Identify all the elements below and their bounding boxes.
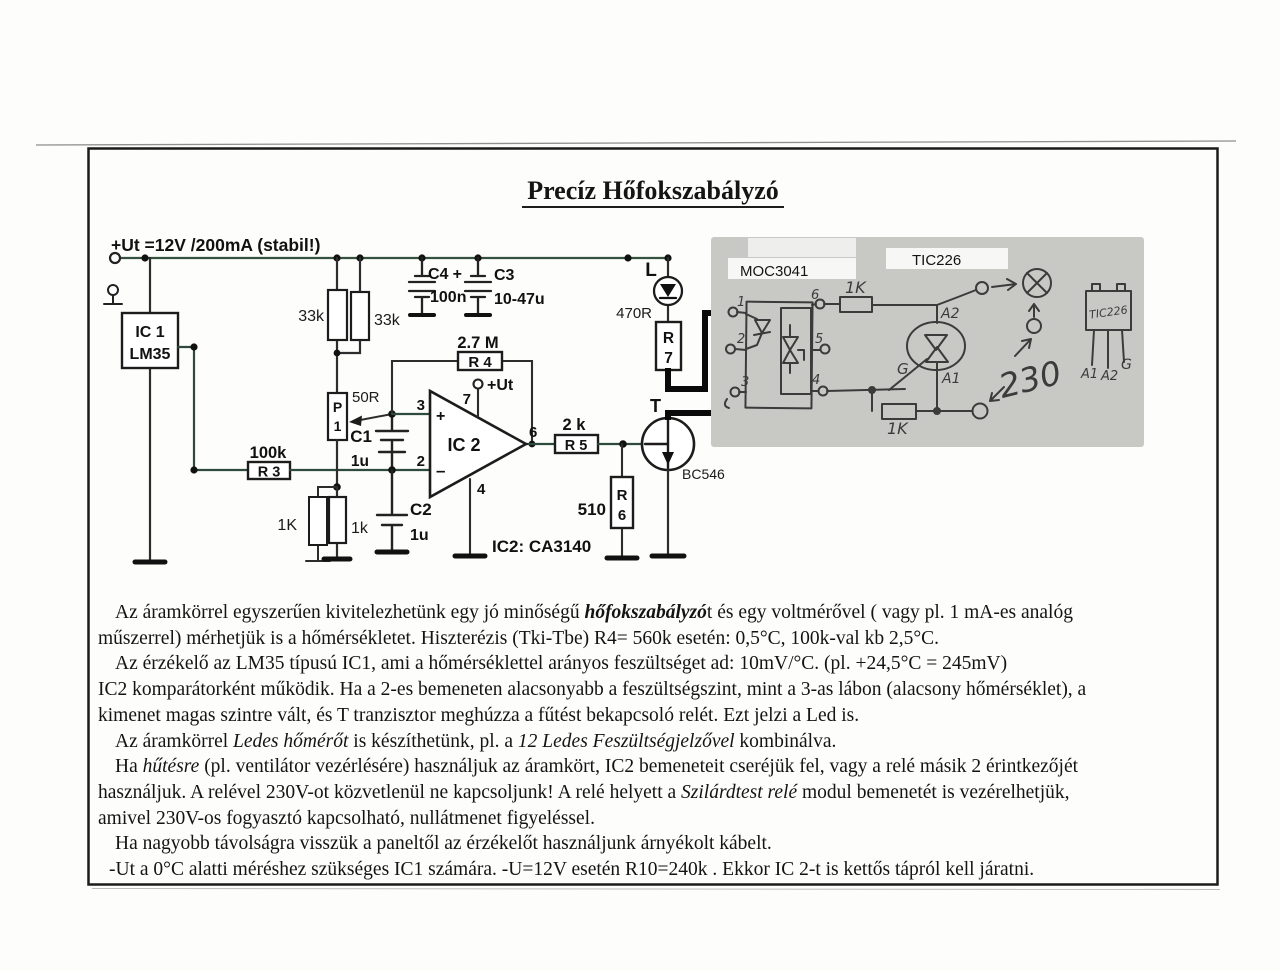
- triac-a2: A2: [941, 306, 960, 322]
- c3-capacitor: [453, 258, 545, 315]
- r7-l1: R: [662, 330, 675, 347]
- tic226-label: TIC226: [912, 252, 962, 269]
- r6-l2: 6: [617, 507, 627, 524]
- ic2-pin7: 7: [462, 391, 471, 408]
- moc-pin5: 5: [815, 332, 824, 347]
- ic2-inv: –: [436, 461, 446, 480]
- r33k-pair: [298, 258, 401, 393]
- c4-value: 100n: [430, 289, 467, 306]
- vcc-terminal: [474, 380, 483, 389]
- document-title: [88, 176, 1218, 206]
- ic2-pin2: 2: [416, 453, 425, 470]
- r3-resistor: [248, 444, 430, 481]
- ic2-name: IC 2: [447, 435, 481, 455]
- hand-drawn-section: [711, 237, 1144, 447]
- r3-name: R 3: [257, 464, 281, 481]
- ic1-lm35: [122, 258, 248, 562]
- c2-name: C2: [410, 500, 432, 519]
- moc3041-label: MOC3041: [740, 263, 809, 280]
- divider-resistors: [277, 487, 368, 561]
- test-point-icon: [104, 285, 122, 304]
- r4-name: R 4: [468, 354, 492, 371]
- power-rail: [110, 235, 672, 263]
- r5-value: 2 k: [562, 416, 586, 434]
- pkg-g: G: [1121, 357, 1132, 373]
- pkg-label: TIC226: [1088, 303, 1129, 322]
- r7-l2: 7: [664, 350, 673, 367]
- r5-name: R 5: [564, 438, 588, 454]
- ic2-part: IC2: CA3140: [492, 537, 592, 556]
- moc-pin2: 2: [737, 332, 746, 347]
- c2-capacitor: [377, 470, 432, 552]
- moc-pin1: 1: [737, 295, 746, 310]
- ic2-pin4: 4: [477, 481, 486, 498]
- led-label: L: [645, 260, 657, 281]
- paragraph-line-3: Az érzékelő az LM35 típusú IC1, ami a hőmérséklettel arányos feszültséget ad: 10mV/°C. (pl. +24,5°C = 245mV): [115, 653, 1008, 675]
- paragraph-line-10: Ha nagyobb távolságra visszük a paneltől az érzékelőt használjunk árnyékolt kábelt.: [115, 833, 772, 855]
- r6-value: 510: [577, 500, 606, 519]
- paragraph-line-7: Ha hűtésre (pl. ventilátor vezérlésére) használjuk az áramkört, IC2 bemeneteit cseréjük fel, vagy a relé másik 2 érintkezőjét: [115, 756, 1079, 778]
- r5-resistor: [555, 416, 645, 454]
- r33-right-value: 33k: [374, 312, 400, 329]
- c3-name: C3: [494, 267, 515, 284]
- triac-a1: A1: [942, 371, 961, 387]
- paragraph-line-9: amivel 230V-os fogyasztó kapcsolható, nullátmenet figyeléssel.: [98, 807, 595, 829]
- wiper-arrow: [349, 416, 362, 427]
- c1-name: C1: [350, 427, 372, 446]
- frame-shadow: [92, 889, 1220, 890]
- c4-name: C4: [428, 266, 449, 283]
- div-left-value: 1K: [277, 517, 297, 534]
- t-part: BC546: [682, 466, 725, 482]
- paragraph-line-11: -Ut a 0°C alatti méréshez szükséges IC1 számára. -U=12V esetén R10=240k . Ekkor IC 2-t is kettős tápról kell járatni.: [109, 859, 1035, 880]
- pkg-a1: A1: [1081, 367, 1099, 382]
- moc-pin3: 3: [741, 375, 750, 390]
- led-branch: [616, 258, 682, 370]
- ic2-pin3: 3: [416, 397, 425, 414]
- ic2-noninv: +: [436, 408, 446, 425]
- scan-edge-line: [36, 141, 1236, 145]
- paragraph-line-2: műszerrel) mérhetjük is a hőmérsékletet. Hiszterézis (Tki-Tbe) R4= 560k esetén: 0,5°C, 100k-val kb 2,5°C.: [98, 627, 940, 649]
- mains-230: 230: [994, 352, 1066, 406]
- r-bottom-value: 1K: [887, 419, 908, 438]
- r33-left-value: 33k: [298, 308, 324, 325]
- paragraph-line-5: kimenet magas szintre vált, és T tranzisztor meghúzza a fűtést bekapcsoló relét. Ezt jelzi a Led is.: [98, 704, 860, 726]
- r7-value: 470R: [616, 305, 652, 322]
- c2-value: 1u: [410, 527, 429, 544]
- r3-value: 100k: [249, 444, 287, 462]
- ic2-vcc-label: +Ut: [487, 377, 514, 394]
- paragraph-line-8: használjuk. A relével 230V-ot közvetlenül ne kapcsoljunk! A relé helyett a Szilárdtest relé modul bemenetét is vezérelhetjük,: [98, 781, 1070, 803]
- r-top-value: 1K: [845, 278, 866, 297]
- paragraph-line-1: Az áramkörrel egyszerűen kivitelezhetünk egy jó minőségű hőfokszabályzót és egy voltmérővel ( vagy pl. 1 mA-es analóg: [115, 602, 1073, 623]
- div-right-value: 1k: [351, 520, 368, 537]
- paragraph-line-6: Az áramkörrel Ledes hőmérőt is készíthetünk, pl. a 12 Ledes Feszültségjelzővel kombinálva.: [115, 730, 837, 752]
- printed-schematic: [104, 235, 729, 562]
- t-label: T: [650, 396, 661, 416]
- moc-pin4: 4: [812, 373, 821, 388]
- r4-value: 2.7 M: [457, 334, 499, 352]
- c3-polarity: +: [452, 266, 462, 283]
- c1-value: 1u: [350, 453, 369, 470]
- pkg-a2: A2: [1101, 369, 1119, 384]
- triac-g: G: [897, 360, 909, 378]
- moc-pin6: 6: [811, 288, 820, 303]
- ic2-pin6: 6: [529, 424, 538, 441]
- c3-value: 10-47u: [494, 291, 545, 308]
- paragraph-line-4: IC2 komparátorként működik. Ha a 2-es bemeneten alacsonyabb a feszültségszint, mint a 3-as lábon (alacsony hőmérséklet), a: [98, 679, 1087, 701]
- ic1-part: LM35: [129, 346, 171, 363]
- p1-value: 50R: [352, 389, 380, 406]
- p1-l1: P: [332, 399, 343, 415]
- ic1-name: IC 1: [135, 324, 165, 341]
- r6-l1: R: [616, 487, 628, 504]
- whiteout-patch: [748, 238, 856, 257]
- supply-label: +Ut =12V /200mA (stabil!): [111, 235, 321, 255]
- p1-l2: 1: [333, 418, 342, 434]
- title-text: Precíz Hőfokszabályzó: [522, 176, 784, 208]
